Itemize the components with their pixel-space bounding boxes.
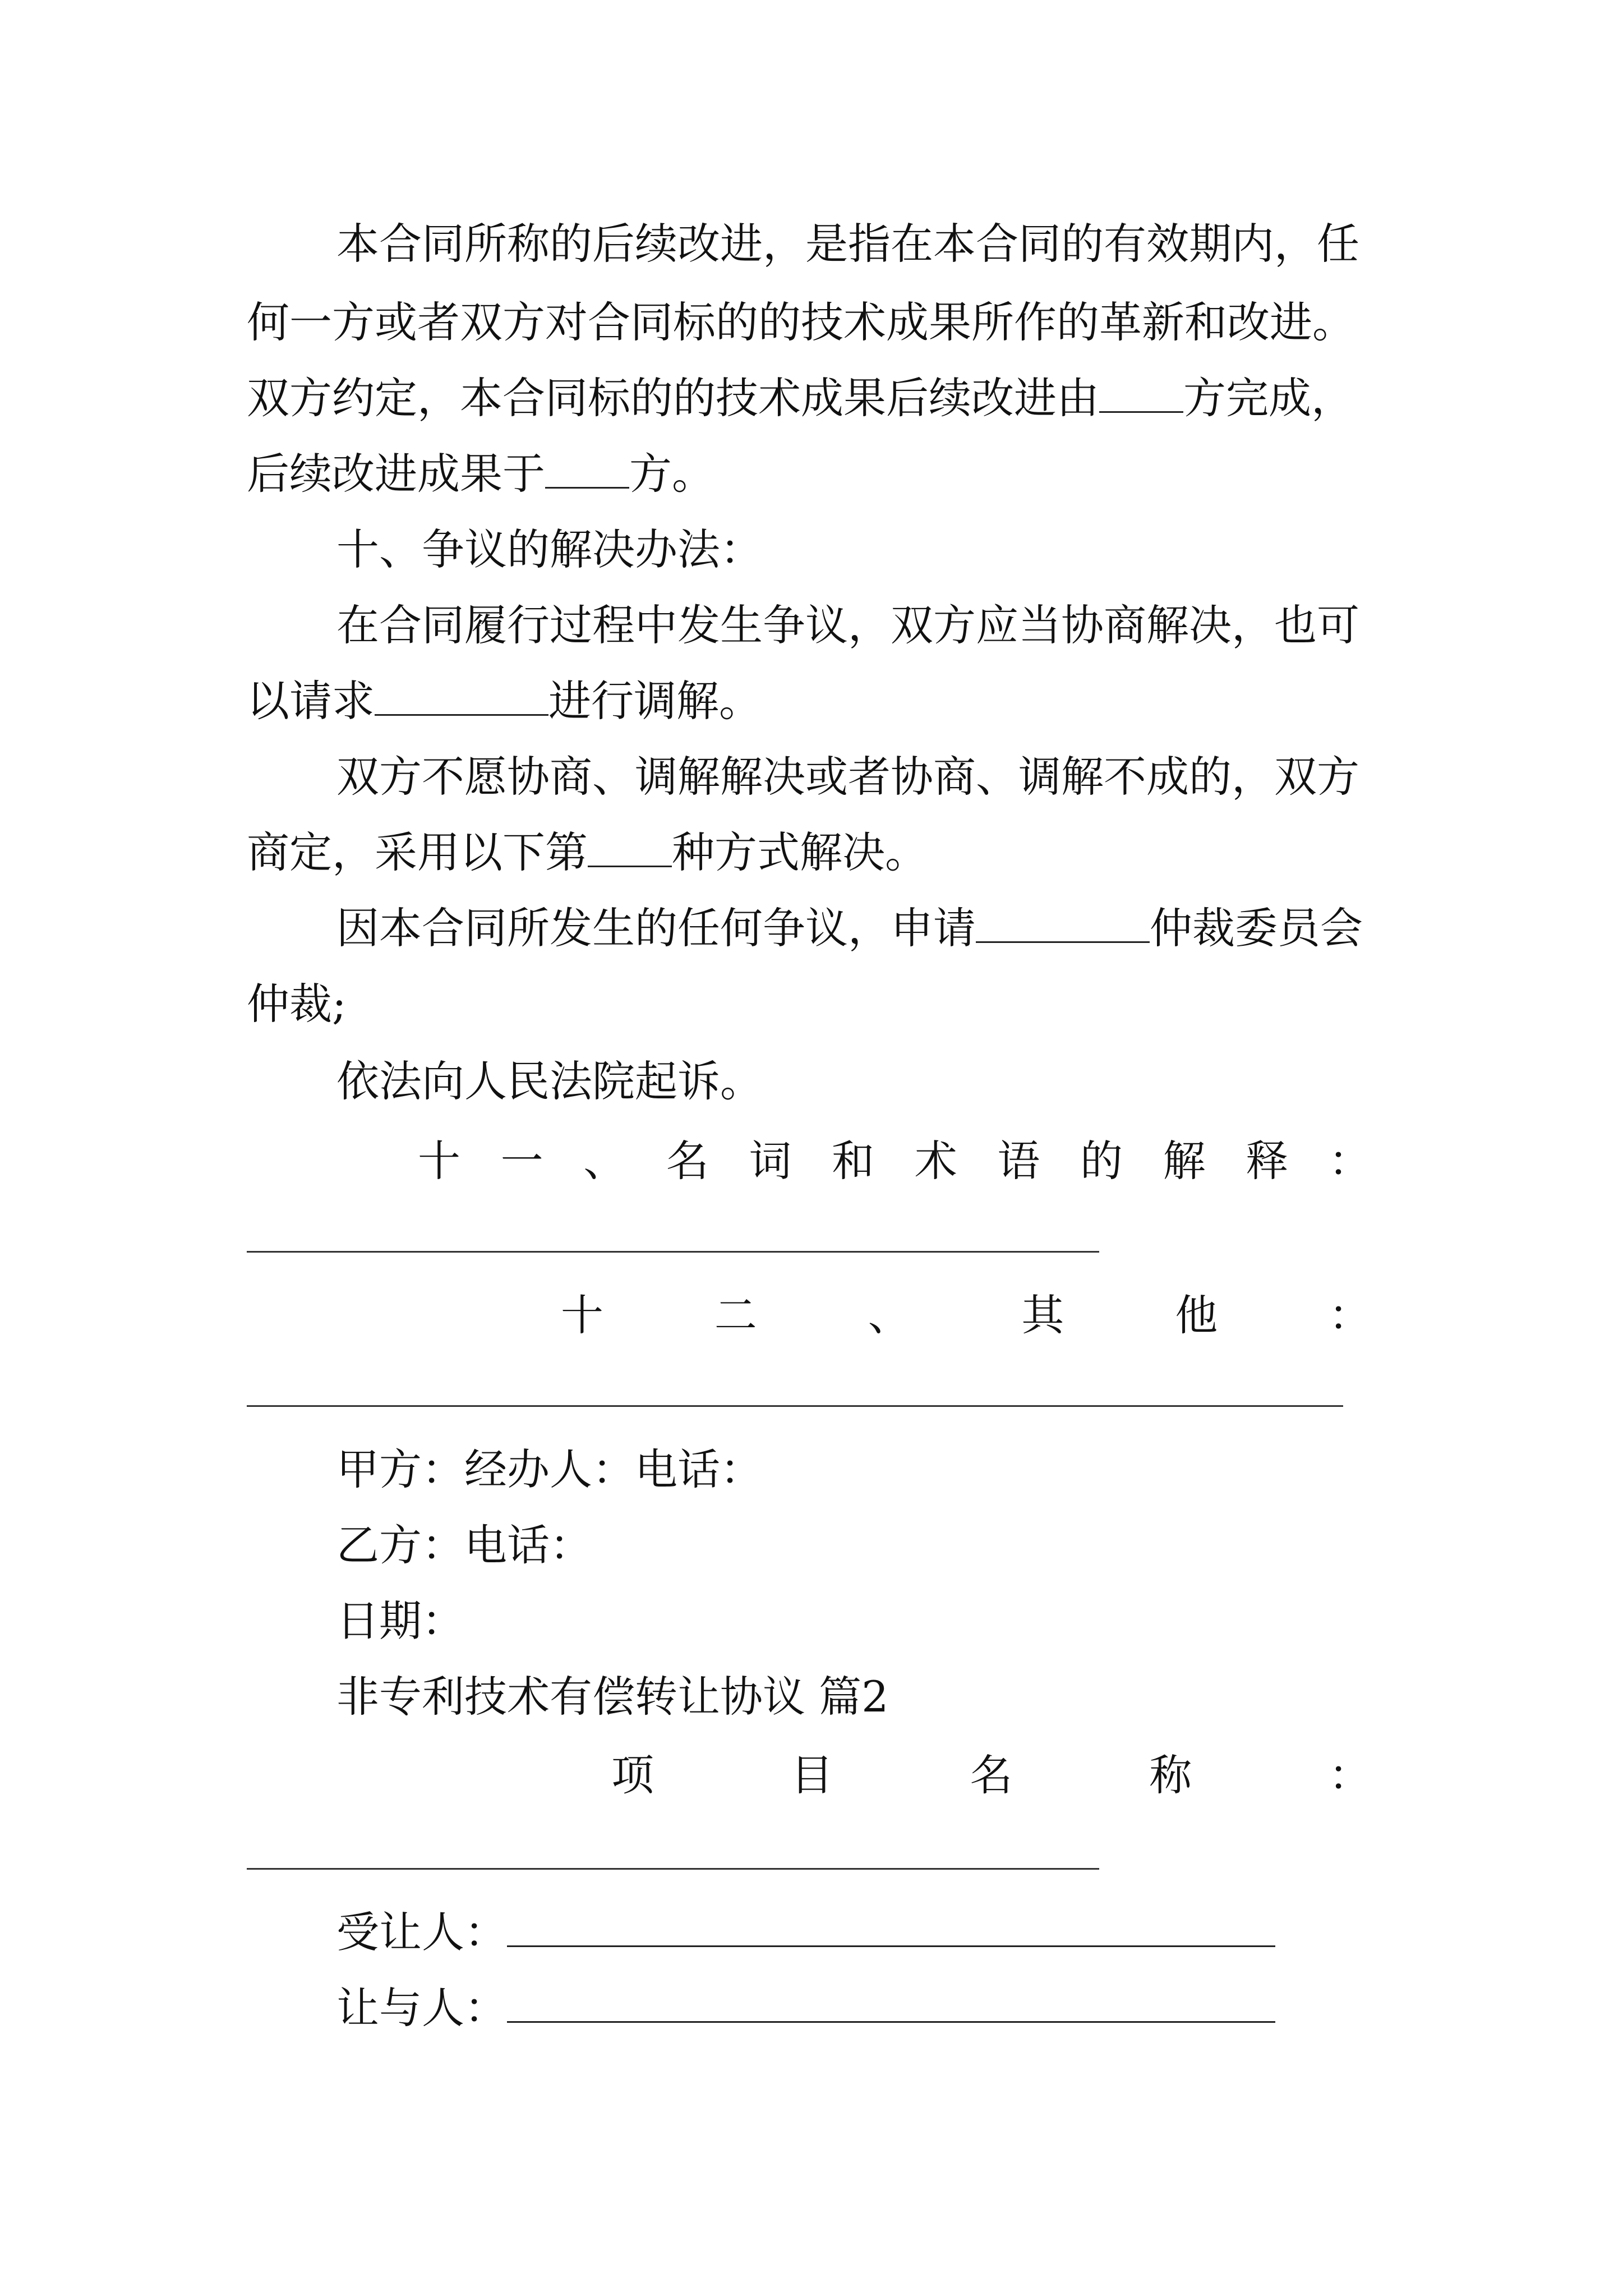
text-fragment: 进行调解。	[548, 676, 762, 726]
project-name-heading	[611, 1747, 1371, 1803]
fill-in-line[interactable]	[247, 1868, 1099, 1870]
text-fragment: 仲裁委员会	[1150, 903, 1363, 953]
section-heading-12	[561, 1287, 1371, 1343]
heading-char: 、	[583, 1136, 626, 1186]
assignor-input-line[interactable]	[507, 1986, 1275, 2023]
text-fragment: 商定，采用以下第	[247, 827, 588, 877]
paragraph-line	[247, 825, 1413, 881]
fill-in-blank[interactable]	[545, 452, 629, 489]
paragraph-line: 本合同所称的后续改进，是指在本合同的有效期内，任	[336, 219, 1359, 269]
paragraph-line: 双方不愿协商、调解解决或者协商、调解不成的，双方	[336, 752, 1359, 802]
text-fragment: 因本合同所发生的任何争议，申请	[336, 903, 976, 953]
signature-party-a: 甲方：经办人：电话：	[336, 1444, 763, 1494]
text-fragment: 双方约定，本合同标的的技术成果后续改进由	[247, 373, 1099, 423]
text-fragment: 种方式解决。	[672, 827, 928, 877]
paragraph-line: 何一方或者双方对合同标的的技术成果所作的革新和改进。	[247, 297, 1355, 347]
heading-char: 其	[1021, 1290, 1064, 1340]
paragraph-line: 依法向人民法院起诉。	[336, 1056, 763, 1106]
heading-char: 二	[714, 1290, 757, 1340]
paragraph-line	[247, 370, 1413, 426]
heading-char: 词	[749, 1136, 792, 1186]
heading-char: 十	[418, 1136, 460, 1186]
heading-char: 的	[1080, 1136, 1123, 1186]
assignor-field	[336, 1980, 1503, 2036]
fill-in-blank[interactable]	[375, 679, 548, 716]
heading-char: 和	[832, 1136, 875, 1186]
fill-in-line[interactable]	[247, 1251, 1099, 1253]
paragraph-line	[336, 900, 1503, 956]
heading-char: 他	[1175, 1290, 1218, 1340]
assignee-input-line[interactable]	[507, 1911, 1275, 1947]
signature-date: 日期：	[336, 1596, 464, 1646]
paragraph-line: 仲裁;	[247, 979, 347, 1029]
paragraph-line: 在合同履行过程中发生争议，双方应当协商解决，也可	[336, 600, 1359, 650]
heading-char: 名	[666, 1136, 709, 1186]
section-heading: 十、争议的解决办法：	[336, 524, 763, 574]
text-fragment: 方。	[629, 449, 714, 499]
paragraph-line	[247, 446, 1413, 502]
heading-char: 项	[611, 1750, 654, 1800]
section-heading-11	[418, 1133, 1371, 1189]
signature-party-b: 乙方：电话：	[336, 1520, 592, 1570]
heading-char: 目	[790, 1750, 833, 1800]
paragraph-line	[247, 673, 1413, 729]
assignee-field	[336, 1904, 1503, 1961]
section-title: 非专利技术有偿转让协议 篇2	[336, 1672, 889, 1722]
fill-in-line[interactable]	[247, 1405, 1343, 1407]
fill-in-blank[interactable]	[1099, 376, 1183, 413]
heading-char: ：	[1329, 1750, 1371, 1800]
heading-char: ：	[1328, 1136, 1371, 1186]
text-fragment: 后续改进成果于	[247, 449, 545, 499]
text-fragment: 以请求	[247, 676, 375, 726]
fill-in-blank[interactable]	[588, 831, 672, 867]
text-fragment: 方完成，	[1183, 373, 1354, 423]
field-label: 受让人：	[336, 1907, 507, 1957]
heading-char: 一	[500, 1136, 543, 1186]
heading-char: 、	[868, 1290, 911, 1340]
fill-in-blank[interactable]	[976, 907, 1150, 943]
field-label: 让与人：	[336, 1983, 507, 2033]
heading-char: ：	[1328, 1290, 1371, 1340]
heading-char: 解	[1163, 1136, 1206, 1186]
heading-char: 释	[1246, 1136, 1289, 1186]
heading-char: 称	[1149, 1750, 1192, 1800]
heading-char: 名	[970, 1750, 1013, 1800]
heading-char: 术	[914, 1136, 957, 1186]
heading-char: 语	[997, 1136, 1040, 1186]
heading-char: 十	[561, 1290, 603, 1340]
